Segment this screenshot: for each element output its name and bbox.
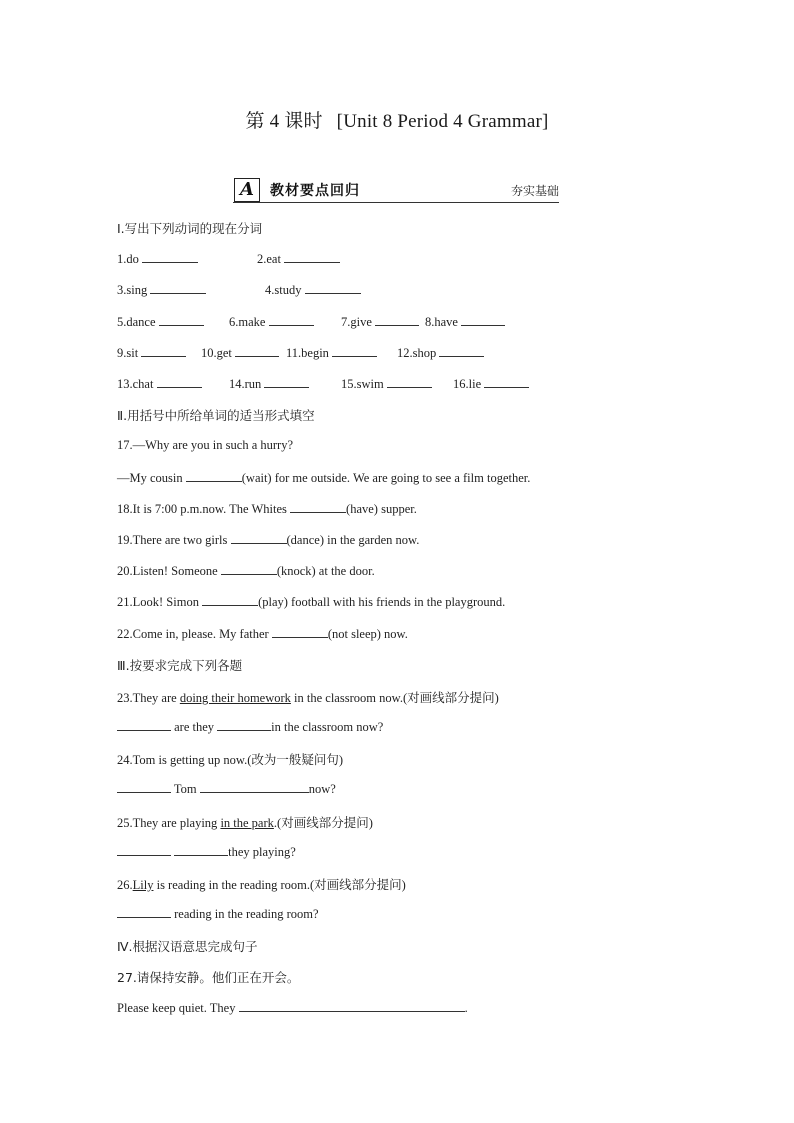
answer-blank[interactable] xyxy=(332,345,377,357)
answer-blank[interactable] xyxy=(117,781,171,793)
section-subtitle: 夯实基础 xyxy=(510,184,559,198)
part1-item: 2.eat xyxy=(257,251,340,267)
lesson-label: 第 4 课时 xyxy=(245,111,323,132)
answer-blank[interactable] xyxy=(174,844,228,856)
answer-blank[interactable] xyxy=(305,282,361,294)
page-title xyxy=(0,106,794,133)
part1-item: 8.have xyxy=(425,314,505,330)
answer-blank[interactable] xyxy=(231,532,287,544)
section-banner xyxy=(233,176,559,203)
part1-item: 4.study xyxy=(265,282,361,298)
answer-blank[interactable] xyxy=(141,345,186,357)
section-title: 教材要点回归 xyxy=(270,183,360,199)
answer-blank[interactable] xyxy=(159,314,204,326)
answer-blank[interactable] xyxy=(235,345,279,357)
answer-blank[interactable] xyxy=(375,314,419,326)
part1-item: 9.sit xyxy=(117,345,186,361)
question-24: 24.Tom is getting up now.(改为一般疑问句) xyxy=(117,753,344,767)
part2-heading: Ⅱ.用括号中所给单词的适当形式填空 xyxy=(117,408,315,423)
section-badge: A xyxy=(234,178,260,202)
question-18: 18.It is 7:00 p.m.now. The Whites (have) supper. xyxy=(117,502,417,516)
unit-label: [Unit 8 Period 4 Grammar] xyxy=(336,111,549,132)
answer-blank[interactable] xyxy=(269,314,314,326)
question-27-sentence: Please keep quiet. They . xyxy=(117,1001,468,1015)
answer-blank[interactable] xyxy=(461,314,505,326)
answer-blank[interactable] xyxy=(290,501,346,513)
question-26: 26.Lily is reading in the reading room.(对画线部分提问) xyxy=(117,878,406,892)
answer-blank[interactable] xyxy=(142,251,198,263)
part1-item: 3.sing xyxy=(117,282,206,298)
question-25-answer: they playing? xyxy=(117,844,296,860)
part4-heading: Ⅳ.根据汉语意思完成句子 xyxy=(117,939,258,954)
answer-blank[interactable] xyxy=(117,844,171,856)
answer-blank[interactable] xyxy=(186,470,242,482)
question-19: 19.There are two girls (dance) in the garden now. xyxy=(117,533,420,547)
part1-item: 12.shop xyxy=(397,345,484,361)
answer-blank[interactable] xyxy=(264,376,309,388)
question-17-prompt: 17.—Why are you in such a hurry? xyxy=(117,438,293,452)
part1-item: 6.make xyxy=(229,314,314,330)
part1-item: 16.lie xyxy=(453,376,529,392)
part1-item: 10.get xyxy=(201,345,279,361)
answer-blank[interactable] xyxy=(221,563,277,575)
part1-item: 14.run xyxy=(229,376,309,392)
answer-blank[interactable] xyxy=(150,282,206,294)
answer-blank[interactable] xyxy=(239,1000,465,1012)
part1-item: 11.begin xyxy=(286,345,377,361)
question-26-answer: reading in the reading room? xyxy=(117,906,319,922)
answer-blank[interactable] xyxy=(272,626,328,638)
part3-heading: Ⅲ.按要求完成下列各题 xyxy=(117,658,243,673)
question-25: 25.They are playing in the park.(对画线部分提问) xyxy=(117,816,373,830)
part1-item: 7.give xyxy=(341,314,419,330)
answer-blank[interactable] xyxy=(484,376,529,388)
question-23: 23.They are doing their homework in the classroom now.(对画线部分提问) xyxy=(117,691,499,705)
question-17-sentence: —My cousin (wait) for me outside. We are going to see a film together. xyxy=(117,471,531,485)
underlined-phrase: in the park xyxy=(220,816,274,830)
underlined-phrase: Lily xyxy=(132,878,154,892)
question-27-chinese: 27.请保持安静。他们正在开会。 xyxy=(117,970,300,985)
part1-heading: Ⅰ.写出下列动词的现在分词 xyxy=(117,221,263,236)
part1-item: 5.dance xyxy=(117,314,204,330)
answer-blank[interactable] xyxy=(202,594,258,606)
answer-blank[interactable] xyxy=(157,376,202,388)
answer-blank[interactable] xyxy=(200,781,309,793)
part1-item: 13.chat xyxy=(117,376,202,392)
part1-item: 15.swim xyxy=(341,376,432,392)
answer-blank[interactable] xyxy=(217,719,271,731)
underlined-phrase: doing their homework xyxy=(179,691,291,705)
answer-blank[interactable] xyxy=(117,906,171,918)
question-22: 22.Come in, please. My father (not sleep) now. xyxy=(117,627,408,641)
answer-blank[interactable] xyxy=(284,251,340,263)
question-21: 21.Look! Simon (play) football with his friends in the playground. xyxy=(117,595,506,609)
part1-item: 1.do xyxy=(117,251,198,267)
answer-blank[interactable] xyxy=(439,345,484,357)
question-24-answer: Tom now? xyxy=(117,781,336,797)
answer-blank[interactable] xyxy=(117,719,171,731)
question-20: 20.Listen! Someone (knock) at the door. xyxy=(117,564,375,578)
question-23-answer: are they in the classroom now? xyxy=(117,719,383,735)
answer-blank[interactable] xyxy=(387,376,432,388)
